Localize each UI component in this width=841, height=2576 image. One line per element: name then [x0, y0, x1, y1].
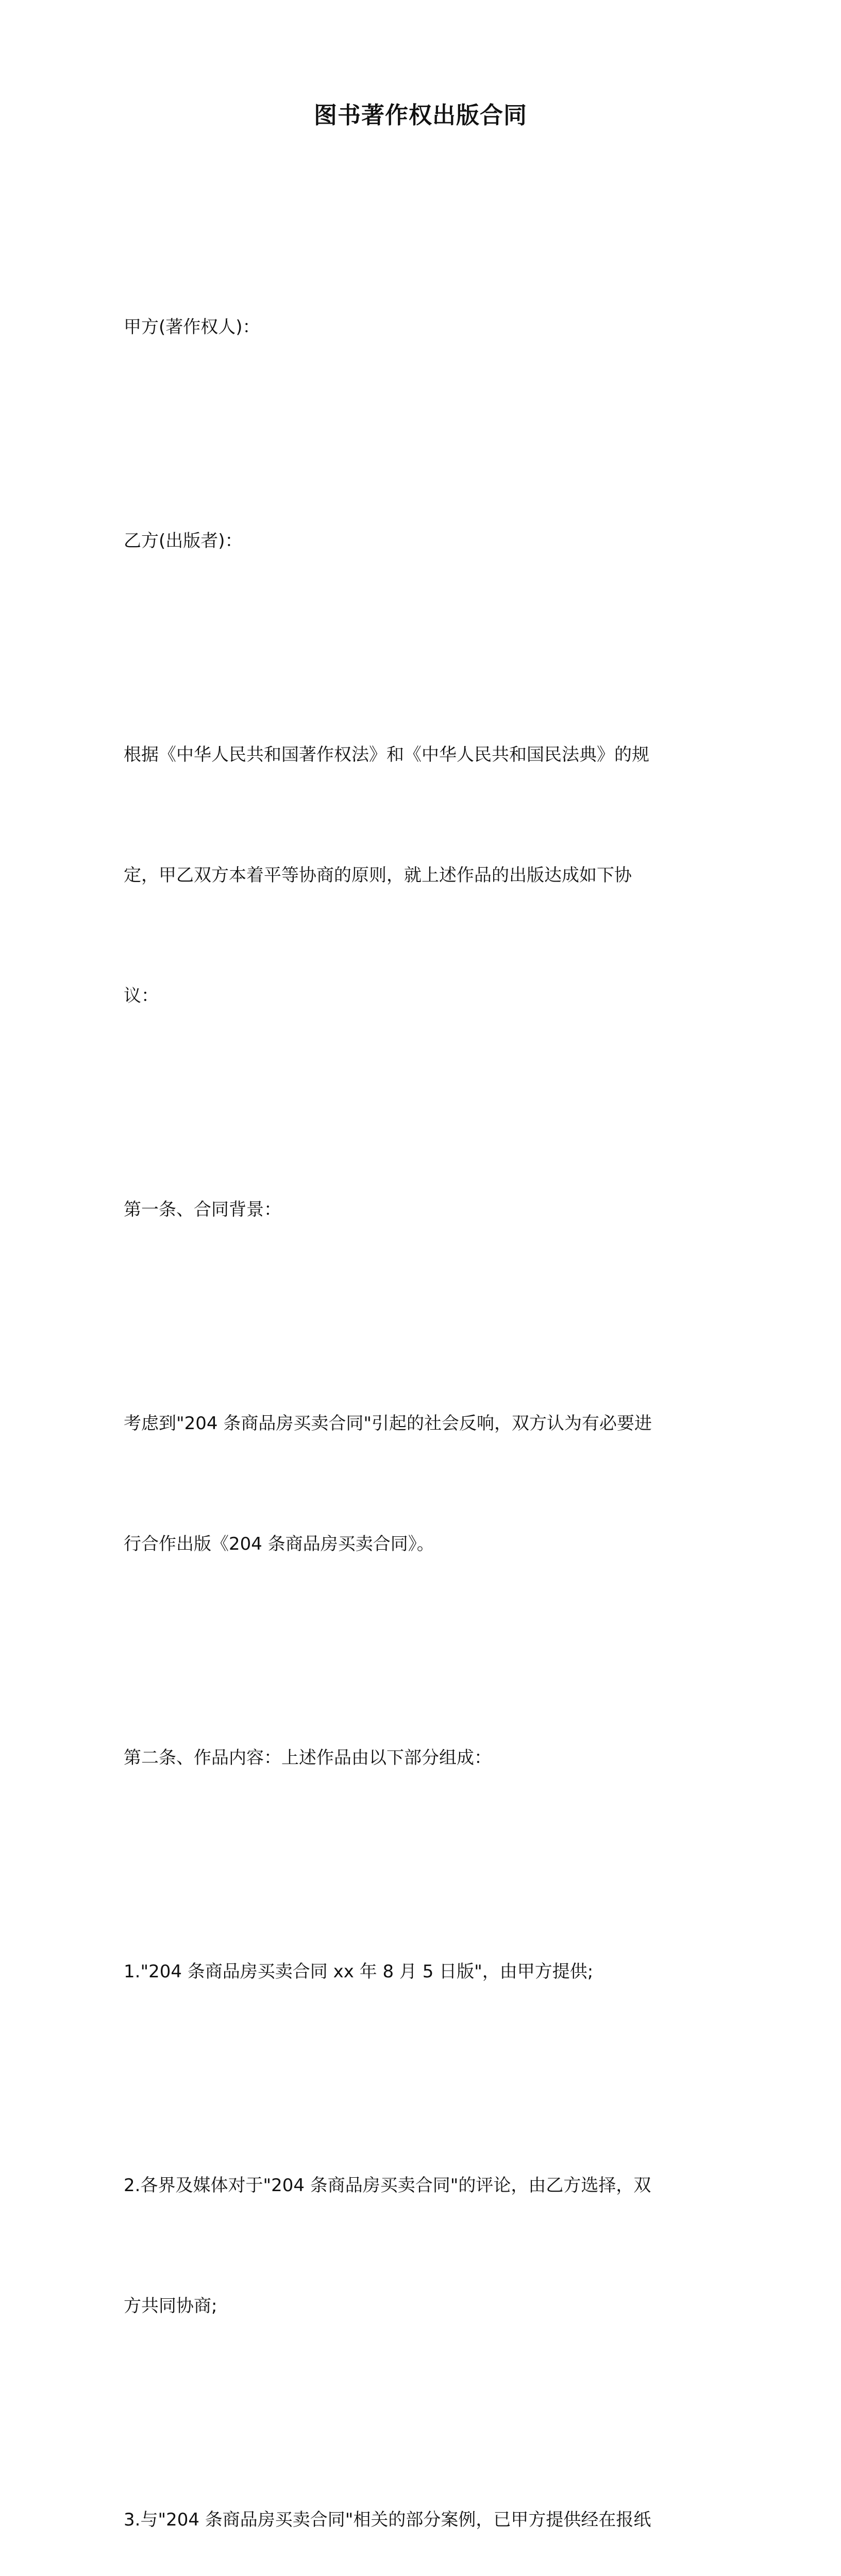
text-line: 考虑到"204 条商品房买卖合同"引起的社会反响，双方认为有必要进 — [124, 1413, 652, 1434]
list-item-3 — [124, 2419, 701, 2576]
document-body — [124, 227, 701, 2576]
paragraph-article-1-body — [124, 1323, 701, 1645]
text-line: 第二条、作品内容：上述作品由以下部分组成： — [124, 1748, 492, 1768]
text-line: 3.与"204 条商品房买卖合同"相关的部分案例，已甲方提供经在报纸 — [124, 2510, 651, 2530]
text-line: 甲方(著作权人)： — [124, 317, 260, 337]
text-line: 方共同协商; — [124, 2296, 217, 2316]
paragraph-article-2 — [124, 1657, 701, 1858]
text-line: 行合作出版《204 条商品房买卖合同》。 — [124, 1534, 434, 1554]
paragraph-preamble — [124, 654, 701, 1096]
text-line: 第一条、合同背景： — [124, 1199, 281, 1220]
text-line: 乙方(出版者)： — [124, 531, 243, 551]
text-line: 2.各界及媒体对于"204 条商品房买卖合同"的评论，由乙方选择，双 — [124, 2175, 651, 2196]
paragraph-party-b — [124, 440, 701, 641]
document-title: 图书著作权出版合同 — [313, 101, 527, 129]
paragraph-party-a — [124, 227, 701, 428]
paragraph-article-1-heading — [124, 1109, 701, 1310]
list-item-2 — [124, 2085, 701, 2406]
list-item-1 — [124, 1871, 701, 2072]
text-line: 定，甲乙双方本着平等协商的原则，就上述作品的出版达成如下协 — [124, 865, 632, 886]
text-line: 根据《中华人民共和国著作权法》和《中华人民共和国民法典》的规 — [124, 744, 649, 765]
text-line: 1."204 条商品房买卖合同 xx 年 8 月 5 日版"，由甲方提供; — [124, 1961, 594, 1982]
text-line: 议： — [124, 986, 159, 1006]
